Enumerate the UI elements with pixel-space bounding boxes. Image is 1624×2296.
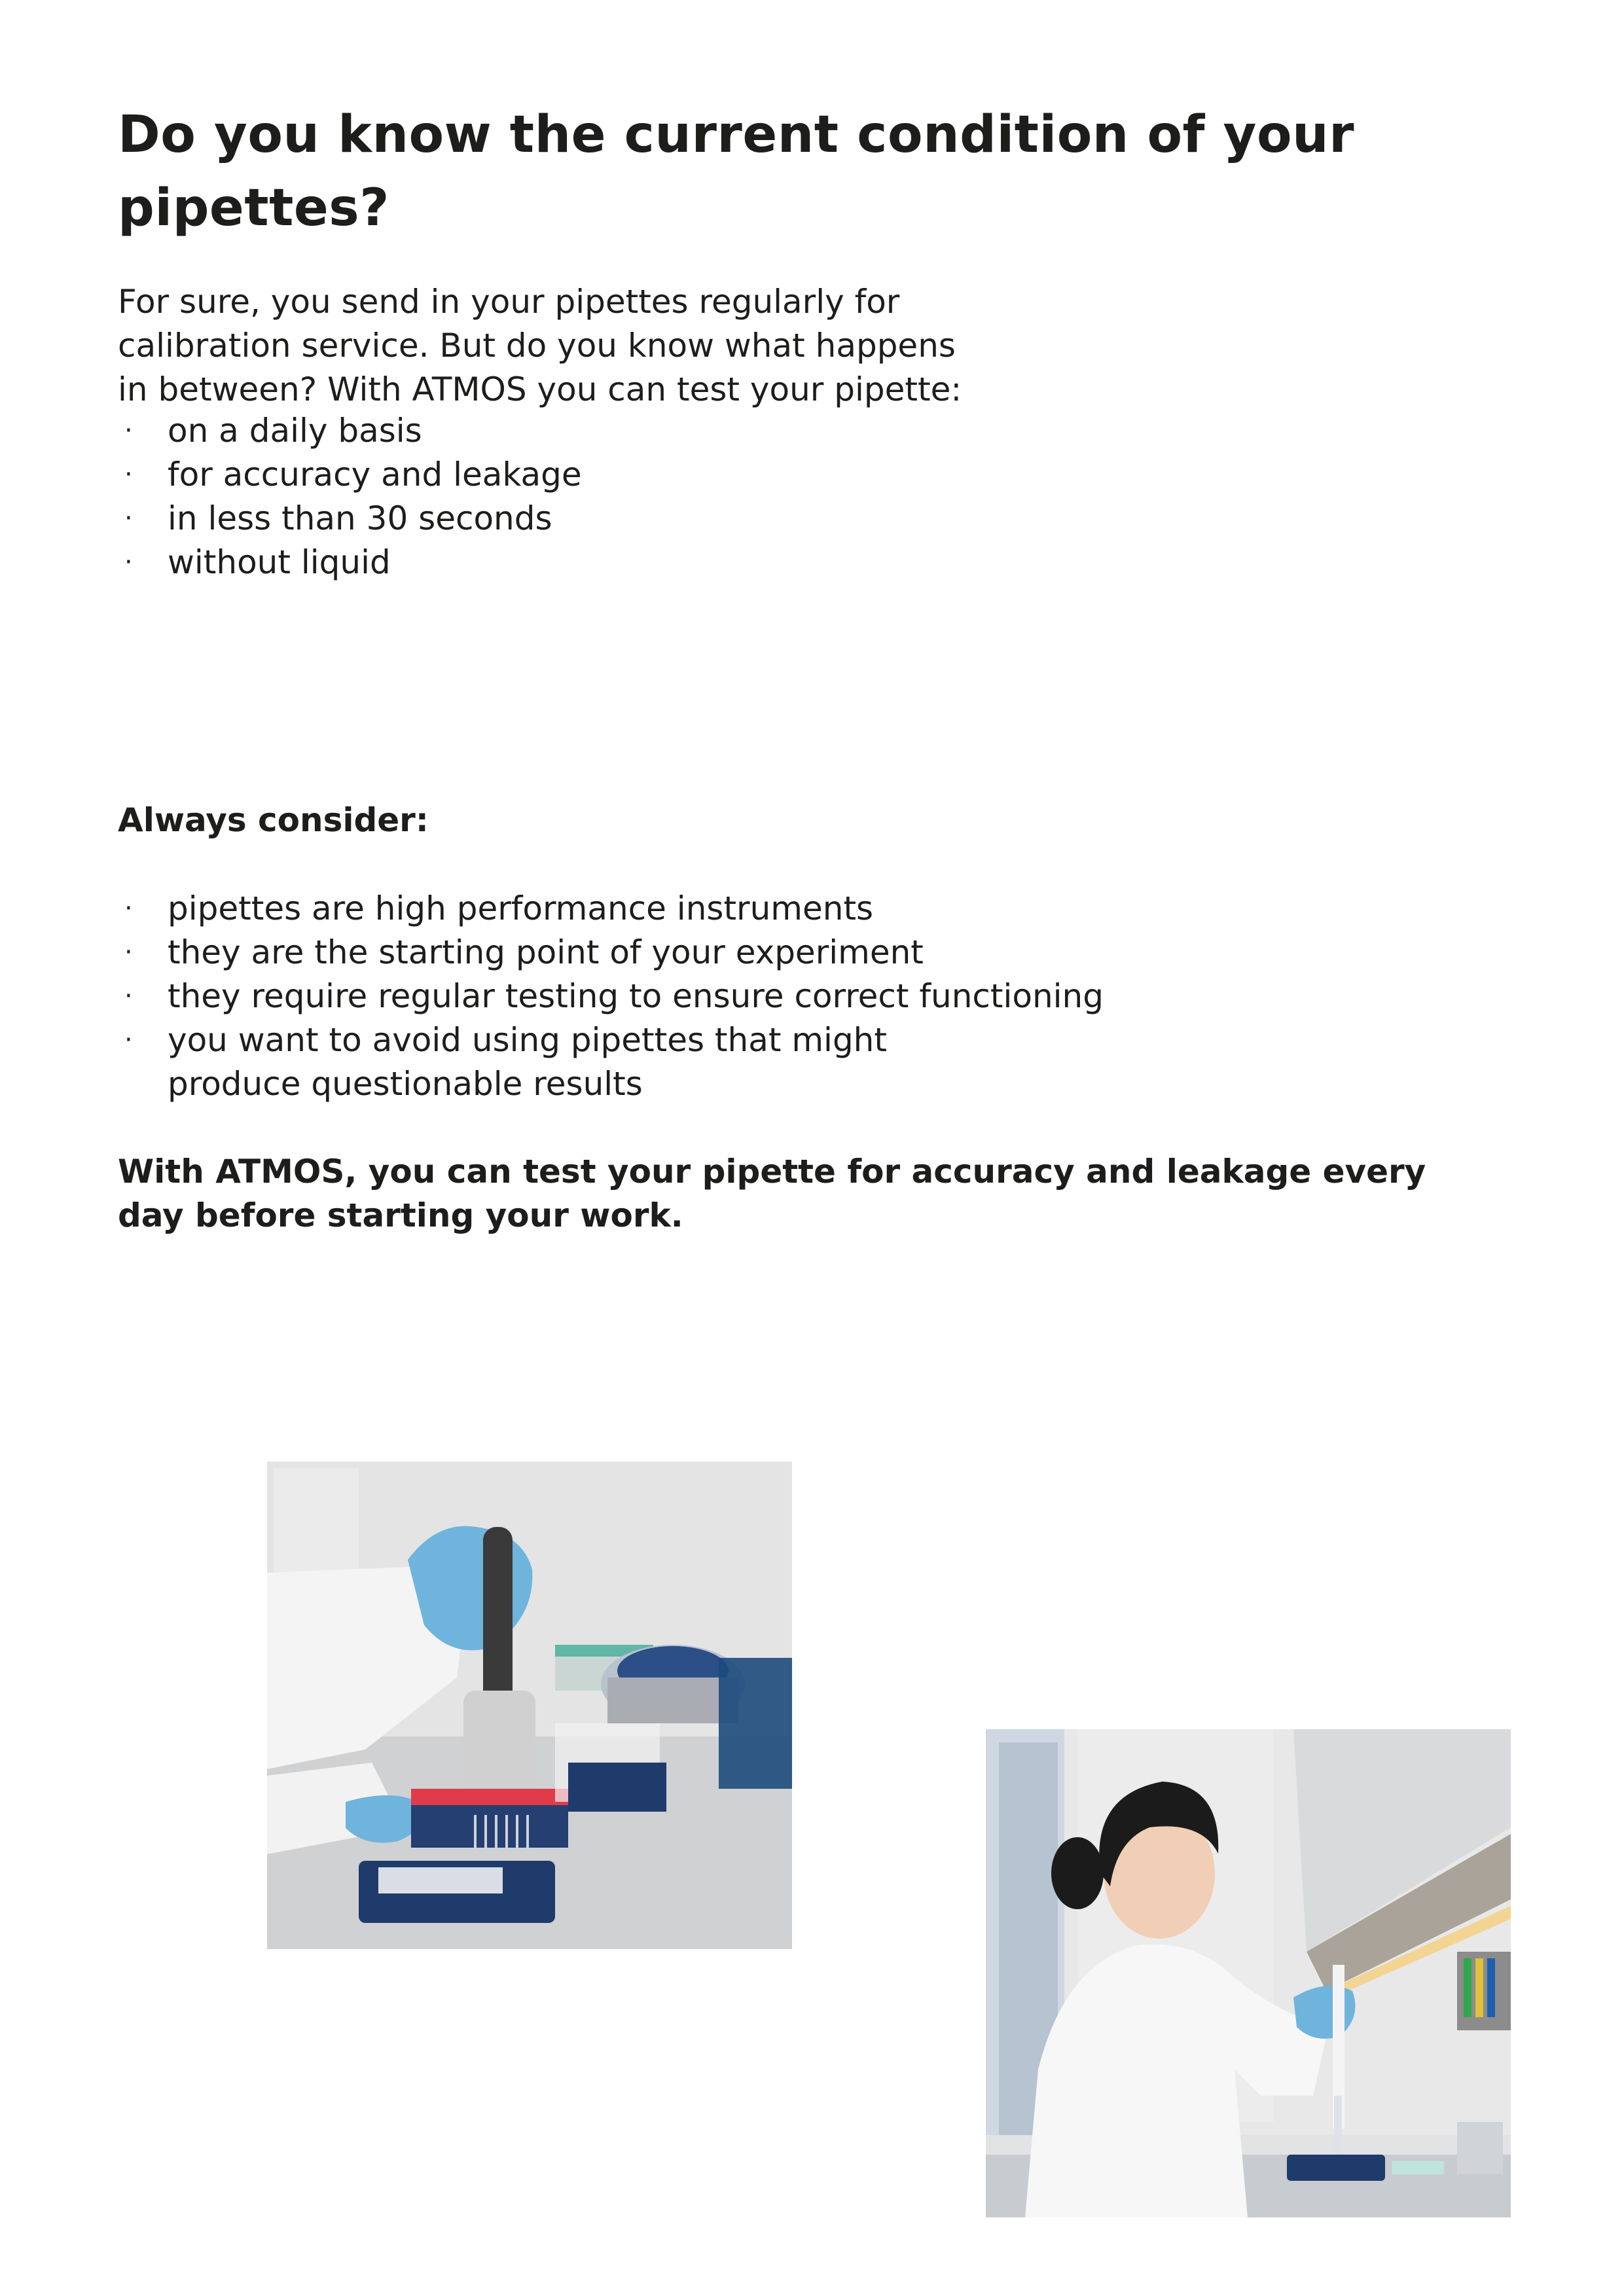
list-item: · on a daily basis	[118, 409, 969, 453]
bullet-icon: ·	[124, 459, 133, 490]
list-item: · they are the starting point of your experiment	[118, 931, 1296, 975]
list-item: · without liquid	[118, 541, 969, 584]
scientist-illustration	[986, 1729, 1511, 2217]
list-item: · pipettes are high performance instruments	[118, 887, 1296, 931]
pipette-testing-illustration	[267, 1462, 792, 1949]
consider-bullet-list	[118, 887, 1296, 1106]
list-item: · they require regular testing to ensure correct functioning	[118, 975, 1296, 1018]
closing-statement: With ATMOS, you can test your pipette for accuracy and leakage every day before starting your work.	[118, 1153, 1426, 1234]
photo-scientist-pipetting	[986, 1729, 1511, 2217]
bullet-icon: ·	[124, 893, 133, 924]
bullet-icon: ·	[124, 547, 133, 577]
bullet-icon: ·	[124, 416, 133, 446]
list-item: · you want to avoid using pipettes that might produce questionable results	[118, 1018, 920, 1106]
page-title: Do you know the current condition of your pipettes?	[118, 105, 1355, 238]
photo-pipette-testing-device	[267, 1462, 792, 1949]
bullet-icon: ·	[124, 981, 133, 1011]
bullet-icon: ·	[124, 1025, 133, 1055]
intro-bullet-list	[118, 409, 969, 584]
section-heading: Always consider:	[118, 801, 429, 839]
intro-paragraph: For sure, you send in your pipettes regularly for calibration service. But do you know what happens in between? With ATMOS you can test your pipette:	[118, 283, 962, 408]
list-item: · in less than 30 seconds	[118, 497, 969, 541]
bullet-icon: ·	[124, 503, 133, 533]
list-item: · for accuracy and leakage	[118, 453, 969, 497]
bullet-icon: ·	[124, 937, 133, 967]
